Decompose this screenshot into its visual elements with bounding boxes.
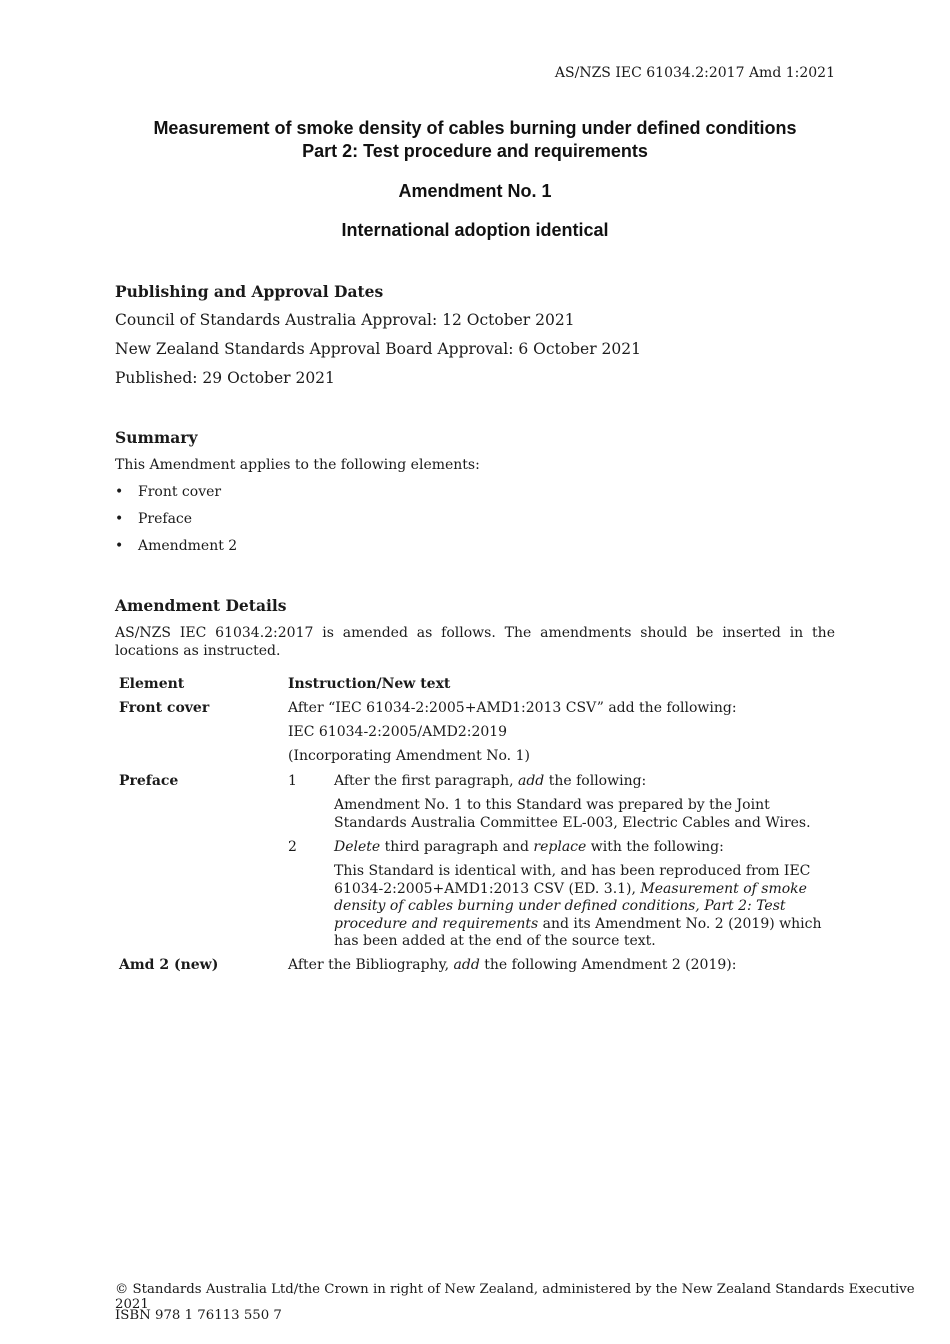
isbn: ISBN 978 1 76113 550 7 [115, 1308, 282, 1323]
list-item: • Front cover [115, 484, 222, 500]
bullet-icon: • [115, 484, 124, 500]
preface-item-number: 1 [288, 773, 297, 789]
bullet-icon: • [115, 538, 124, 554]
bullet-icon: • [115, 511, 124, 527]
preface-item2-text: This Standard is identical with, and has been reproduced from IEC 61034-2:2005+AMD1:2013 CSV (ED. 3.1), Measurement of smoke density of cables burning under defined conditions, Part 2: Test procedure and requirements and its Amendment No. 2 (2019) which has been added at the end of the source text. [334, 863, 822, 949]
summary-heading: Summary [115, 428, 198, 447]
column-header-instruction: Instruction/New text [288, 676, 451, 692]
front-cover-incorporating: (Incorporating Amendment No. 1) [288, 748, 530, 764]
preface-item1-instruction: After the first paragraph, add the following: [334, 773, 647, 789]
publishing-heading: Publishing and Approval Dates [115, 282, 384, 301]
list-item: • Amendment 2 [115, 538, 238, 554]
preface-item1-text: Amendment No. 1 to this Standard was prepared by the Joint Standards Australia Committee EL-003, Electric Cables and Wires. [334, 797, 811, 831]
front-cover-new-ref: IEC 61034-2:2005/AMD2:2019 [288, 724, 508, 740]
summary-intro: This Amendment applies to the following elements: [115, 457, 480, 473]
list-item: • Preface [115, 511, 193, 527]
row-element-amd2: Amd 2 (new) [119, 957, 219, 973]
adoption-title: International adoption identical [341, 220, 609, 240]
preface-item-number: 2 [288, 839, 297, 855]
amendment-title: Amendment No. 1 [398, 181, 552, 201]
column-header-element: Element [119, 676, 185, 692]
document-title: Measurement of smoke density of cables burning under defined conditions [153, 118, 797, 138]
details-intro: AS/NZS IEC 61034.2:2017 is amended as follows. The amendments should be inserted in the locations as instructed. [115, 625, 835, 659]
copyright-notice: © Standards Australia Ltd/the Crown in right of New Zealand, administered by the New Zealand Standards Executive 2021 [115, 1282, 915, 1312]
council-approval: Council of Standards Australia Approval: 12 October 2021 [115, 311, 575, 329]
nz-board-approval: New Zealand Standards Approval Board Approval: 6 October 2021 [115, 340, 641, 358]
details-heading: Amendment Details [115, 596, 287, 615]
published-date: Published: 29 October 2021 [115, 369, 335, 387]
document-reference: AS/NZS IEC 61034.2:2017 Amd 1:2021 [554, 65, 835, 81]
document-subtitle: Part 2: Test procedure and requirements [302, 141, 648, 161]
row-element-preface: Preface [119, 773, 179, 789]
row-element-front-cover: Front cover [119, 700, 210, 716]
amd2-instruction: After the Bibliography, add the following Amendment 2 (2019): [288, 957, 737, 973]
preface-item2-instruction: Delete third paragraph and replace with the following: [334, 839, 724, 855]
front-cover-instruction: After “IEC 61034-2:2005+AMD1:2013 CSV” add the following: [288, 700, 737, 716]
